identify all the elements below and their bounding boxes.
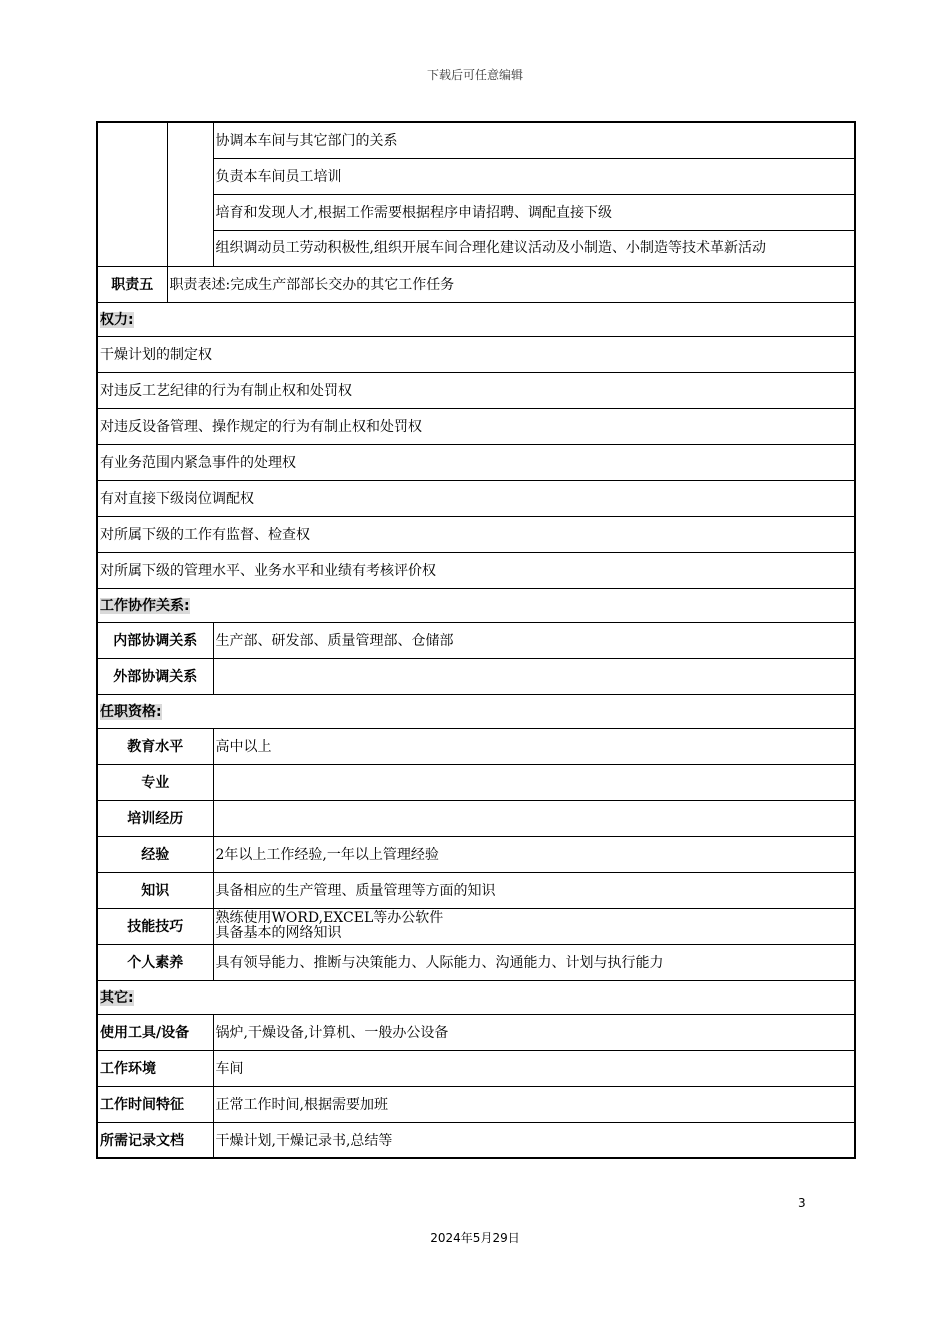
duty-item: 培育和发现人才,根据工作需要根据程序申请招聘、调配直接下级 xyxy=(213,194,855,230)
other-row xyxy=(97,1086,855,1122)
job-description-table xyxy=(96,121,856,1159)
qualification-label: 经验 xyxy=(97,836,213,872)
external-coordination-value xyxy=(213,658,855,694)
other-label: 所需记录文档 xyxy=(97,1122,213,1158)
external-coordination-row xyxy=(97,658,855,694)
other-value: 干燥计划,干燥记录书,总结等 xyxy=(213,1122,855,1158)
footer-date: 2024年5月29日 xyxy=(430,1231,520,1245)
qualification-label: 个人素养 xyxy=(97,944,213,980)
duty-blank-cell xyxy=(167,122,213,266)
duty-item: 协调本车间与其它部门的关系 xyxy=(213,122,855,158)
qualification-label: 专业 xyxy=(97,764,213,800)
internal-coordination-label: 内部协调关系 xyxy=(97,622,213,658)
qualification-value: 具有领导能力、推断与决策能力、人际能力、沟通能力、计划与执行能力 xyxy=(213,944,855,980)
cooperation-title: 工作协作关系: xyxy=(100,598,190,614)
qualification-label: 教育水平 xyxy=(97,728,213,764)
qualification-value xyxy=(213,764,855,800)
authority-item: 对违反工艺纪律的行为有制止权和处罚权 xyxy=(97,372,855,408)
qualification-value: 具备相应的生产管理、质量管理等方面的知识 xyxy=(213,872,855,908)
skill-line: 熟练使用WORD,EXCEL等办公软件 xyxy=(215,910,444,926)
authority-item: 干燥计划的制定权 xyxy=(97,336,855,372)
internal-coordination-value: 生产部、研发部、质量管理部、仓储部 xyxy=(213,622,855,658)
qualification-label: 培训经历 xyxy=(97,800,213,836)
cooperation-section-header xyxy=(97,588,855,622)
qualification-row xyxy=(97,836,855,872)
other-row xyxy=(97,1122,855,1158)
qualification-label: 知识 xyxy=(97,872,213,908)
qualification-row xyxy=(97,800,855,836)
page-number: 3 xyxy=(798,1196,806,1210)
other-section-header xyxy=(97,980,855,1014)
qualification-row xyxy=(97,764,855,800)
duty-blank-cell xyxy=(97,122,167,266)
authority-item: 对违反设备管理、操作规定的行为有制止权和处罚权 xyxy=(97,408,855,444)
qualification-row xyxy=(97,908,855,944)
duty-five-row xyxy=(97,266,855,302)
other-label: 工作时间特征 xyxy=(97,1086,213,1122)
qualification-value xyxy=(213,908,855,944)
authority-title: 权力: xyxy=(100,312,134,328)
duty-item: 负责本车间员工培训 xyxy=(213,158,855,194)
skill-line: 具备基本的网络知识 xyxy=(215,925,342,941)
other-value: 正常工作时间,根据需要加班 xyxy=(213,1086,855,1122)
authority-section-header xyxy=(97,302,855,336)
authority-item: 对所属下级的管理水平、业务水平和业绩有考核评价权 xyxy=(97,552,855,588)
qualification-value: 2年以上工作经验,一年以上管理经验 xyxy=(213,836,855,872)
authority-item: 有对直接下级岗位调配权 xyxy=(97,480,855,516)
external-coordination-label: 外部协调关系 xyxy=(97,658,213,694)
other-label: 工作环境 xyxy=(97,1050,213,1086)
qualifications-section-header xyxy=(97,694,855,728)
qualification-label: 技能技巧 xyxy=(97,908,213,944)
duty-five-text: 职责表述:完成生产部部长交办的其它工作任务 xyxy=(167,266,855,302)
qualification-value: 高中以上 xyxy=(213,728,855,764)
other-value: 车间 xyxy=(213,1050,855,1086)
qualification-row xyxy=(97,728,855,764)
duty-five-label: 职责五 xyxy=(97,266,167,302)
qualifications-title: 任职资格: xyxy=(100,704,162,720)
qualification-value xyxy=(213,800,855,836)
internal-coordination-row xyxy=(97,622,855,658)
other-row xyxy=(97,1014,855,1050)
other-value: 锅炉,干燥设备,计算机、一般办公设备 xyxy=(213,1014,855,1050)
authority-item: 有业务范围内紧急事件的处理权 xyxy=(97,444,855,480)
other-row xyxy=(97,1050,855,1086)
header-note: 下载后可任意编辑 xyxy=(426,68,523,82)
other-label: 使用工具/设备 xyxy=(97,1014,213,1050)
authority-item: 对所属下级的工作有监督、检查权 xyxy=(97,516,855,552)
duty-item: 组织调动员工劳动积极性,组织开展车间合理化建议活动及小制造、小制造等技术革新活动 xyxy=(213,230,855,266)
qualification-row xyxy=(97,872,855,908)
other-title: 其它: xyxy=(100,990,134,1006)
duty-item-row xyxy=(97,122,855,158)
qualification-row xyxy=(97,944,855,980)
